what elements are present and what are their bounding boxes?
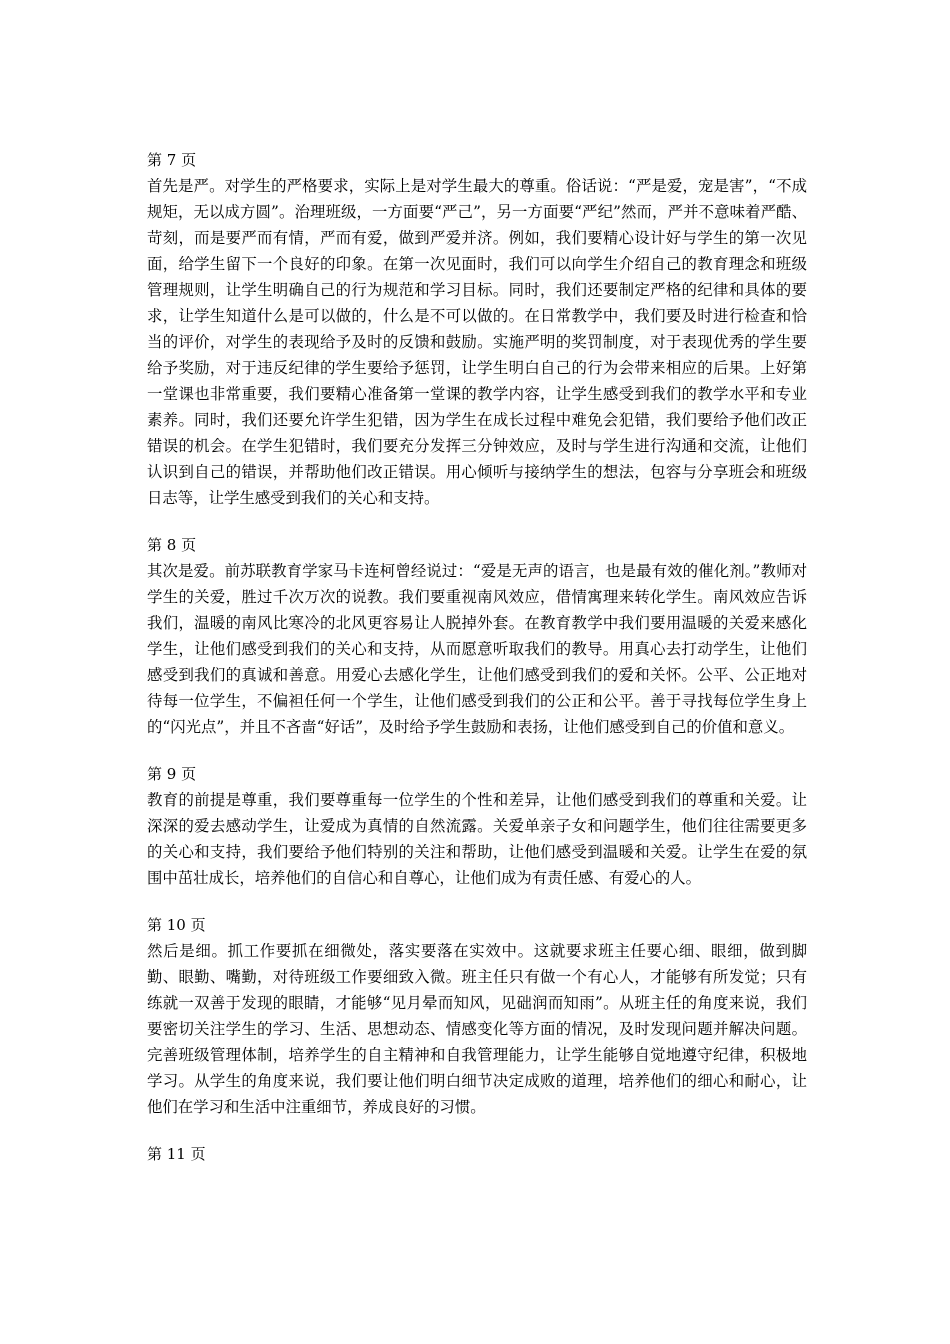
page-label: 第 11 页 [147, 1145, 206, 1163]
section-page-7 [147, 147, 807, 511]
page-label: 第 7 页 [147, 151, 197, 169]
page-label: 第 10 页 [147, 916, 206, 934]
paragraph: 其次是爱。前苏联教育学家马卡连柯曾经说过：“爱是无声的语言，也是最有效的催化剂。”教师对学生的关爱，胜过千次万次的说教。我们要重视南风效应，借情寓理来转化学生。南风效应告诉我们，温暖的南风比寒冷的北风更容易让人脱掉外套。在教育教学中我们要用温暖的关爱来感化学生，让他们感受到我们的关心和支持，从而愿意听取我们的教导。用真心去打动学生，让他们感受到我们的真诚和善意。用爱心去感化学生，让他们感受到我们的爱和关怀。公平、公正地对待每一位学生，不偏袒任何一个学生，让他们感受到我们的公正和公平。善于寻找每位学生身上的“闪光点”，并且不吝啬“好话”，及时给予学生鼓励和表扬，让他们感受到自己的价值和意义。 [147, 562, 807, 736]
page-label: 第 9 页 [147, 765, 197, 783]
document-page [147, 147, 807, 1188]
paragraph: 然后是细。抓工作要抓在细微处，落实要落在实效中。这就要求班主任要心细、眼细，做到脚勤、眼勤、嘴勤，对待班级工作要细致入微。班主任只有做一个有心人，才能够有所发觉；只有练就一双善于发现的眼睛，才能够“见月晕而知风，见础润而知雨”。从班主任的角度来说，我们要密切关注学生的学习、生活、思想动态、情感变化等方面的情况，及时发现问题并解决问题。完善班级管理体制，培养学生的自主精神和自我管理能力，让学生能够自觉地遵守纪律，积极地学习。从学生的角度来说，我们要让他们明白细节决定成败的道理，培养他们的细心和耐心，让他们在学习和生活中注重细节，养成良好的习惯。 [147, 942, 807, 1116]
section-page-10 [147, 912, 807, 1120]
paragraph: 教育的前提是尊重，我们要尊重每一位学生的个性和差异，让他们感受到我们的尊重和关爱。让深深的爱去感动学生，让爱成为真情的自然流露。关爱单亲子女和问题学生，他们往往需要更多的关心和支持，我们要给予他们特别的关注和帮助，让他们感受到温暖和关爱。让学生在爱的氛围中茁壮成长，培养他们的自信心和自尊心，让他们成为有责任感、有爱心的人。 [147, 791, 807, 887]
section-page-9 [147, 761, 807, 891]
section-page-11 [147, 1141, 807, 1167]
page-label: 第 8 页 [147, 536, 197, 554]
section-page-8 [147, 532, 807, 740]
paragraph: 首先是严。对学生的严格要求，实际上是对学生最大的尊重。俗话说：“严是爱，宠是害”，“不成规矩，无以成方圆”。治理班级，一方面要“严己”，另一方面要“严纪”然而，严并不意味着严酷、苛刻，而是要严而有情，严而有爱，做到严爱并济。例如，我们要精心设计好与学生的第一次见面，给学生留下一个良好的印象。在第一次见面时，我们可以向学生介绍自己的教育理念和班级管理规则，让学生明确自己的行为规范和学习目标。同时，我们还要制定严格的纪律和具体的要求，让学生知道什么是可以做的，什么是不可以做的。在日常教学中，我们要及时进行检查和恰当的评价，对学生的表现给予及时的反馈和鼓励。实施严明的奖罚制度，对于表现优秀的学生要给予奖励，对于违反纪律的学生要给予惩罚，让学生明白自己的行为会带来相应的后果。上好第一堂课也非常重要，我们要精心准备第一堂课的教学内容，让学生感受到我们的教学水平和专业素养。同时，我们还要允许学生犯错，因为学生在成长过程中难免会犯错，我们要给予他们改正错误的机会。在学生犯错时，我们要充分发挥三分钟效应，及时与学生进行沟通和交流，让他们认识到自己的错误，并帮助他们改正错误。用心倾听与接纳学生的想法，包容与分享班会和班级日志等，让学生感受到我们的关心和支持。 [147, 177, 807, 507]
